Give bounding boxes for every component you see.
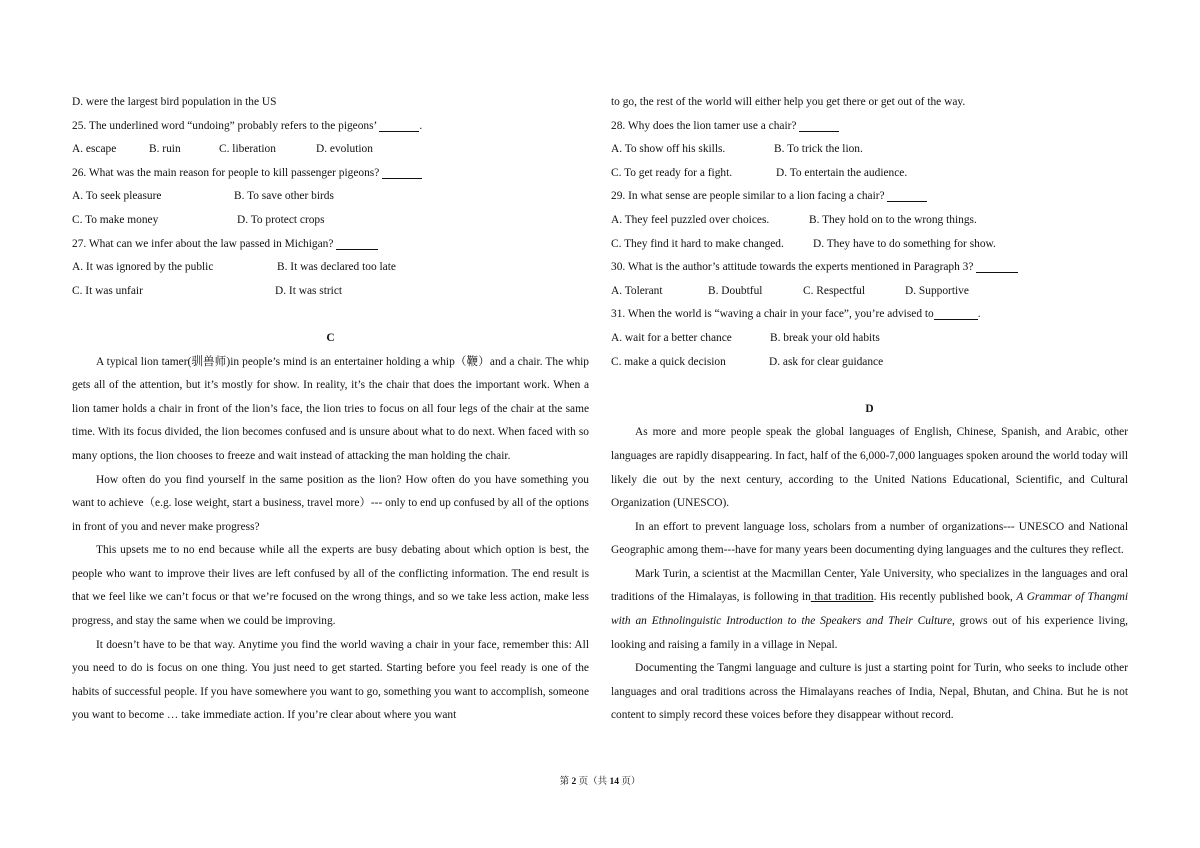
- passage-d-paragraph-3: [611, 563, 1128, 657]
- q28-stem-text: 28. Why does the lion tamer use a chair?: [611, 119, 800, 132]
- q31-options-row2: [611, 351, 1128, 375]
- q31-stem-text: 31. When the world is “waving a chair in your face”, you’re advised to: [611, 308, 934, 321]
- q31-option-b: B. break your old habits: [770, 331, 880, 344]
- book-title: A Grammar of Thangmi with an Ethnolinguistic Introduction to the Speakers and Their Culture: [611, 591, 1129, 628]
- answer-blank: [336, 236, 378, 250]
- page-number: 2: [571, 777, 577, 787]
- answer-blank: [976, 259, 1018, 273]
- q26-option-c: C. To make money: [72, 213, 159, 226]
- answer-blank: [379, 118, 419, 132]
- q25-option-a: A. escape: [72, 143, 117, 156]
- footer-suffix: 页）: [619, 777, 641, 787]
- q24-option-d: D. were the largest bird population in the US: [72, 96, 277, 108]
- q27-option-a: A. It was ignored by the public: [72, 261, 214, 274]
- q30-stem: [611, 256, 1128, 280]
- q27-options-row2: [72, 280, 589, 304]
- answer-blank: [887, 188, 927, 202]
- q26-options-row1: [72, 185, 589, 209]
- q27-option-b: B. It was declared too late: [277, 261, 396, 274]
- paragraph-3-text-start: Mark Turin, a scientist at the Macmillan Center, Yale University, who specializes in the languages and oral traditions of the Himalayas, is following in: [611, 567, 1128, 604]
- q27-stem-text: 27. What can we infer about the law passed in Michigan?: [72, 237, 337, 250]
- q29-options-row1: [611, 209, 1128, 233]
- q31-option-a: A. wait for a better chance: [611, 331, 732, 344]
- q29-option-a: A. They feel puzzled over choices.: [611, 213, 770, 226]
- q27-stem: [72, 233, 589, 257]
- q29-options-row2: [611, 233, 1128, 257]
- q26-stem-text: 26. What was the main reason for people to kill passenger pigeons?: [72, 166, 383, 179]
- footer-middle: 页（共: [576, 777, 610, 787]
- q30-option-d: D. Supportive: [905, 284, 969, 297]
- passage-d-paragraph-4: Documenting the Tangmi language and culture is just a starting point for Turin, who seeks to include other languages and oral traditions across the Himalayans reaches of India, Nepal, Bhutan, and China. But he is not content to simply record these voices before they disappear without record.: [611, 662, 1128, 722]
- passage-d-paragraph-1: As more and more people speak the global languages of English, Chinese, Spanish, and Arabic, other languages are rapidly disappearing. In fact, half of the 6,000-7,000 languages spoken around the world today will likely die out by the next century, according to the United Nations Educational, Scientific, and Cultural Organization (UNESCO).: [611, 426, 1128, 510]
- passage-c-paragraph-2: How often do you find yourself in the same position as the lion? How often do you have something you want to achieve（e.g. lose weight, start a business, travel more）--- only to end up confused by all of the options in front of you and never make progress?: [72, 473, 589, 533]
- q26-option-b: B. To save other birds: [234, 190, 334, 203]
- q25-stem-end: .: [419, 119, 423, 132]
- q29-option-b: B. They hold on to the wrong things.: [809, 213, 977, 226]
- q31-options-row1: [611, 327, 1128, 351]
- answer-blank: [382, 165, 422, 179]
- paragraph-3-text-middle: . His recently published book,: [873, 591, 1017, 604]
- q28-option-c: C. To get ready for a fight.: [611, 166, 733, 179]
- answer-blank: [934, 306, 978, 320]
- passage-c-continuation: to go, the rest of the world will either help you get there or get out of the way.: [611, 96, 966, 108]
- q31-option-d: D. ask for clear guidance: [769, 355, 884, 368]
- left-column: [72, 91, 589, 728]
- q27-option-c: C. It was unfair: [72, 284, 143, 297]
- q25-option-c: C. liberation: [219, 143, 276, 156]
- passage-c-paragraph-1: A typical lion tamer(驯兽师)in people’s mind is an entertainer holding a whip（鞭）and a chair. The whip gets all of the attention, but it’s mostly for show. In reality, it’s the chair that does the important work. When a lion tamer holds a chair in front of the lion’s face, the lion tries to focus on all four legs of the chair at the same time. With its focus divided, the lion becomes confused and is unsure about what to do next. When faced with so many options, the lion chooses to freeze and wait instead of attacking the man holding the chair.: [72, 355, 589, 462]
- q26-option-a: A. To seek pleasure: [72, 190, 162, 203]
- q30-option-b: B. Doubtful: [708, 284, 763, 297]
- q27-options-row1: [72, 256, 589, 280]
- q31-stem-end: .: [977, 308, 981, 321]
- q25-option-b: B. ruin: [149, 143, 181, 156]
- q31-option-c: C. make a quick decision: [611, 355, 726, 368]
- q25-options: [72, 138, 589, 162]
- passage-c-paragraph-4: It doesn’t have to be that way. Anytime you find the world waving a chair in your face, remember this: All you need to do is focus on one thing. You just need to get started. Starting before you feel ready is one of the habits of successful people. If you have somewhere you want to go, something you want to accomplish, someone you want to become … take immediate action. If you’re clear about where you want: [72, 638, 589, 722]
- q27-option-d: D. It was strict: [275, 284, 343, 297]
- q31-stem: [611, 303, 1128, 327]
- q26-stem: [72, 162, 589, 186]
- q30-stem-text: 30. What is the author’s attitude towards the experts mentioned in Paragraph 3?: [611, 261, 977, 274]
- q28-option-a: A. To show off his skills.: [611, 143, 726, 156]
- q26-option-d: D. To protect crops: [237, 213, 325, 226]
- answer-blank: [799, 118, 839, 132]
- q28-options-row2: [611, 162, 1128, 186]
- passage-d-paragraph-2: In an effort to prevent language loss, scholars from a number of organizations--- UNESCO and National Geographic among them---have for many years been documenting dying languages and the cultures they reflect.: [611, 520, 1128, 557]
- q29-stem-text: 29. In what sense are people similar to a lion facing a chair?: [611, 190, 888, 203]
- page-total: 14: [609, 777, 619, 787]
- q30-option-c: C. Respectful: [803, 284, 866, 297]
- q25-stem: [72, 115, 589, 139]
- section-c-title: C: [326, 331, 335, 344]
- q30-options: [611, 280, 1128, 304]
- section-d-title: D: [865, 402, 874, 415]
- underlined-phrase: that tradition: [810, 591, 874, 604]
- paragraph-3-text-end: , grows out of his experience living, looking and raising a family in a village in Nepal.: [611, 615, 1128, 651]
- q28-stem: [611, 115, 1128, 139]
- q29-option-d: D. They have to do something for show.: [813, 237, 996, 250]
- q29-option-c: C. They find it hard to make changed.: [611, 237, 784, 250]
- q28-options-row1: [611, 138, 1128, 162]
- q25-option-d: D. evolution: [316, 143, 373, 156]
- q28-option-b: B. To trick the lion.: [774, 143, 863, 156]
- q30-option-a: A. Tolerant: [611, 284, 663, 297]
- q28-option-d: D. To entertain the audience.: [776, 166, 908, 179]
- right-column: [611, 91, 1128, 728]
- passage-c-paragraph-3: This upsets me to no end because while all the experts are busy debating about which option is best, the people who want to improve their lives are left confused by all of the conflicting information. The end result is that we feel like we can’t focus or that we’re focused on the wrong things, and so we take less action, make less progress, and stay the same when we could be improving.: [72, 544, 589, 628]
- q29-stem: [611, 185, 1128, 209]
- page-footer: [0, 773, 1200, 787]
- q25-stem-text: 25. The underlined word “undoing” probably refers to the pigeons’: [72, 119, 380, 132]
- q26-options-row2: [72, 209, 589, 233]
- footer-prefix: 第: [559, 777, 572, 787]
